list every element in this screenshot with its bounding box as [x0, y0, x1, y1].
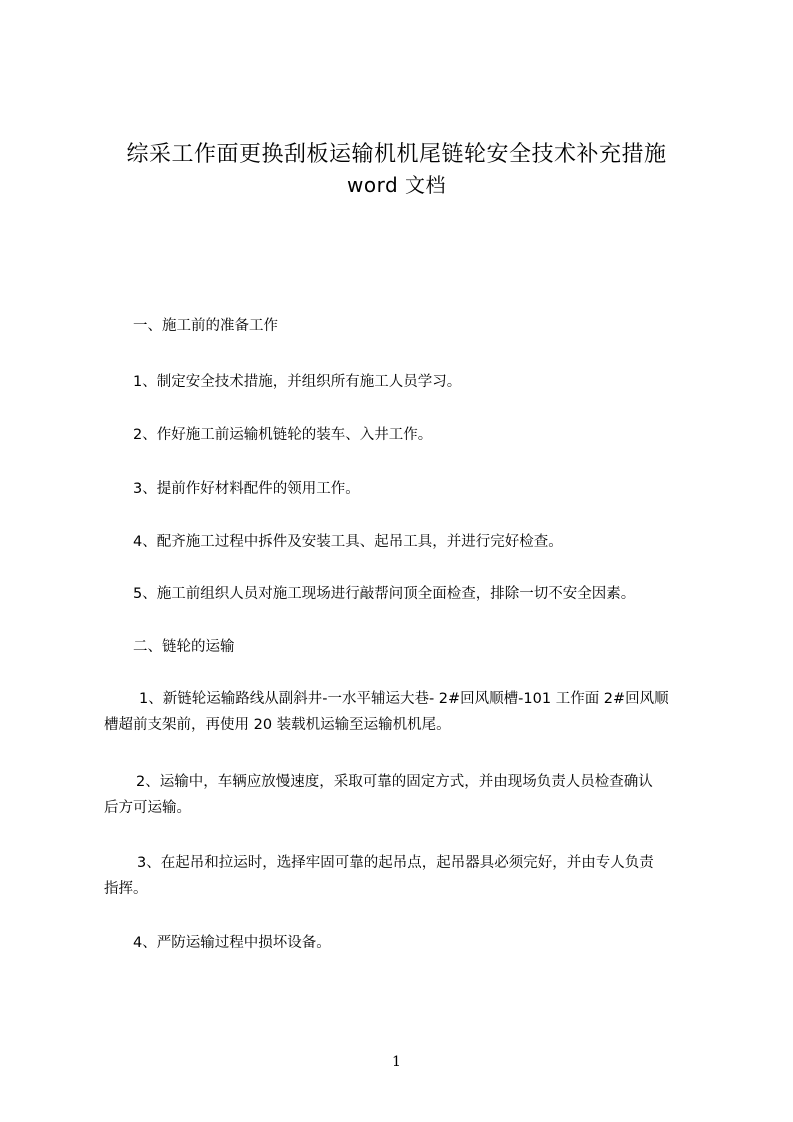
- title-line-2: word 文档: [346, 173, 447, 197]
- section-1-item-4: 4、配齐施工过程中拆件及安装工具、起吊工具，并进行完好检查。: [133, 534, 563, 550]
- section-2-item-3-line-1: 3、在起吊和拉运时，选择牢固可靠的起吊点，起吊器具必须完好，并由专人负责: [137, 855, 654, 871]
- section-2-item-4: 4、严防运输过程中损坏设备。: [133, 935, 331, 951]
- section-2-heading: 二、链轮的运输: [133, 639, 235, 655]
- section-2-item-1: [133, 686, 723, 712]
- section-2-item-2-cont: [104, 795, 694, 821]
- section-1-item-5: 5、施工前组织人员对施工现场进行敲帮问顶全面检查，排除一切不安全因素。: [133, 586, 636, 602]
- section-1-item-1: 1、制定安全技术措施，并组织所有施工人员学习。: [133, 374, 462, 390]
- title-line-1: 综采工作面更换刮板运输机机尾链轮安全技术补充措施: [126, 142, 667, 167]
- section-2-item-1-line-1: 1、新链轮运输路线从副斜井-一水平辅运大巷- 2#回风顺槽-101 工作面 2#回风顺: [139, 691, 669, 707]
- document-title: [60, 140, 733, 200]
- section-1-item-2: 2、作好施工前运输机链轮的装车、入井工作。: [133, 427, 433, 443]
- section-2-item-2-line-1: 2、运输中，车辆应放慢速度，采取可靠的固定方式，并由现场负责人员检查确认: [136, 774, 653, 790]
- section-2-item-3-cont: [104, 876, 694, 902]
- section-2-item-2-line-2: 后方可运输。: [104, 800, 191, 816]
- section-2-item-3: [137, 850, 727, 876]
- section-2-item-2: [136, 769, 726, 795]
- section-2-item-3-line-2: 指挥。: [104, 881, 148, 897]
- section-1-heading: 一、施工前的准备工作: [133, 318, 278, 334]
- section-2-item-1-cont: [104, 712, 694, 738]
- page-number: 1: [392, 1054, 401, 1070]
- section-2-item-1-line-2: 槽超前支架前，再使用 20 装载机运输至运输机机尾。: [104, 717, 451, 733]
- section-1-item-3: 3、提前作好材料配件的领用工作。: [133, 481, 360, 497]
